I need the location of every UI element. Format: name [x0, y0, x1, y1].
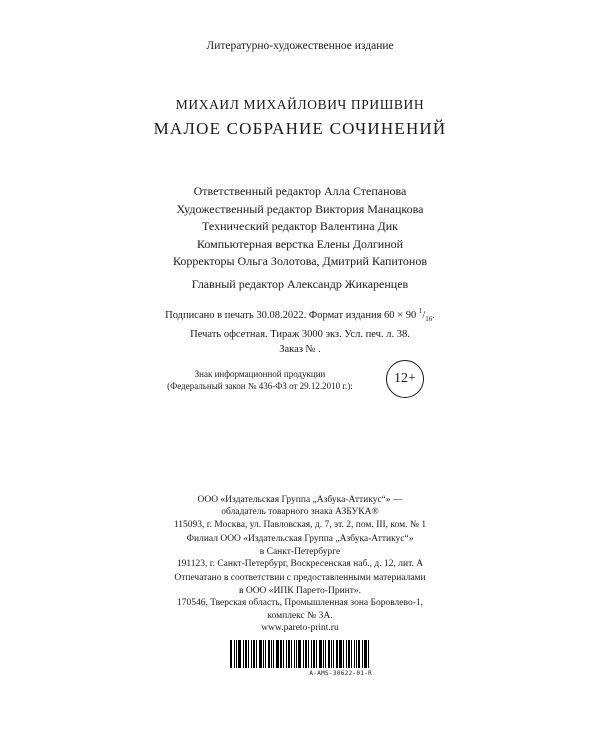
credit-line: Технический редактор Валентина Дик [202, 219, 398, 233]
age-info-text [140, 368, 380, 392]
publisher-block [0, 494, 600, 634]
barcode-bar [323, 640, 324, 668]
age-rating-badge: 12+ [386, 360, 424, 398]
order-number-line: Заказ № . [279, 344, 321, 355]
barcode-bar [311, 640, 312, 668]
barcode-bar [294, 640, 295, 668]
barcode-bar [358, 640, 360, 668]
credit-line: Художественный редактор Виктория Манацкова [176, 201, 424, 216]
barcode-bar [280, 640, 282, 668]
barcode-bar [303, 640, 304, 668]
barcode-bar [256, 640, 257, 668]
barcode-bar [273, 640, 274, 668]
age-info-line-1: Знак информационной продукции [194, 369, 326, 379]
publisher-line: в Санкт-Петербурге [259, 546, 341, 557]
barcode-bar [296, 640, 297, 668]
publisher-line: комплекс № 3А. [267, 610, 333, 621]
barcode-bar [346, 640, 347, 668]
fraction-numerator: 1 [418, 307, 423, 315]
publisher-line: в ООО «ИПК Парето-Принт». [238, 585, 362, 596]
barcode-area [0, 640, 600, 677]
barcode-bar [328, 640, 330, 668]
print-format-text: Подписано в печать 30.08.2022. Формат издания 60 × 90 [165, 310, 419, 321]
print-info-block [0, 304, 600, 357]
credit-line: Корректоры Ольга Золотова, Дмитрий Капитонов [173, 254, 427, 268]
barcode-bar [308, 640, 309, 668]
publisher-line: ООО «Издательская Группа „Азбука-Аттикус“» — [197, 495, 403, 505]
barcode-bar [271, 640, 272, 668]
barcode-bar [268, 640, 270, 668]
barcode-bar [343, 640, 344, 668]
barcode-bar [325, 640, 326, 668]
barcode-bar [253, 640, 255, 668]
print-info-line-2: Печать офсетная. Тираж 3000 экз. Усл. печ. л. 38. [190, 329, 410, 340]
barcode-bar [298, 640, 301, 668]
barcode-bar [283, 640, 284, 668]
publisher-line: 115093, г. Москва, ул. Павловская, д. 7, эт. 2, пом. III, ком. № 1 [173, 519, 427, 530]
publisher-line: обладатель товарного знака АЗБУКА® [221, 507, 379, 518]
barcode-caption: A-AMS-30622-01-R [309, 670, 372, 677]
barcode-bar [248, 640, 249, 668]
barcode-bar [286, 640, 287, 668]
publisher-line: Отпечатано в соответствии с предоставленными материалами [174, 573, 426, 584]
print-info-line-1: Подписано в печать 30.08.2022. Формат издания 60 × 90 $^1/_{16}$. [165, 307, 435, 323]
barcode-bar [276, 640, 279, 668]
publisher-line: 170546, Тверская область, Промышленная зона Боровлево-1, [177, 598, 423, 609]
genre-label: Литературно-художественное издание [206, 40, 394, 52]
barcode-bar [291, 640, 292, 668]
publisher-line: Филиал ООО «Издательская Группа „Азбука-Аттикус“» [186, 534, 414, 545]
barcode-bar [319, 640, 322, 668]
barcode-bar [236, 640, 237, 668]
barcode-bar [362, 640, 363, 668]
book-title: МАЛОЕ СОБРАНИЕ СОЧИНЕНИЙ [153, 119, 447, 138]
barcode-bar [265, 640, 266, 668]
barcode-bar [331, 640, 332, 668]
barcode-bar [245, 640, 247, 668]
barcode-bar [339, 640, 342, 668]
publisher-line: www.pareto-print.ru [261, 623, 339, 634]
author-name: МИХАИЛ МИХАЙЛОВИЧ ПРИШВИН [175, 97, 425, 112]
barcode-bar [238, 640, 241, 668]
credits-block [0, 183, 600, 293]
age-info-line-2: (Федеральный закон № 436-ФЗ от 29.12.2010 г.): [167, 381, 353, 391]
barcode-bar [356, 640, 357, 668]
barcode-bar [364, 640, 367, 668]
barcode-bar [251, 640, 252, 668]
barcode-bar [333, 640, 334, 668]
print-format-end: . [432, 310, 435, 321]
barcode-bar [263, 640, 264, 668]
barcode-bar [313, 640, 315, 668]
chief-editor-line: Главный редактор Александр Жикаренцев [191, 276, 409, 291]
barcode-bar [368, 640, 369, 668]
publisher-line: 191123, г. Санкт-Петербург, Воскресенская наб., д. 12, лит. А [176, 559, 424, 570]
fraction-denominator: 16 [425, 315, 433, 323]
barcode-bar [259, 640, 262, 668]
barcode-bar [234, 640, 235, 668]
barcode-bar [348, 640, 350, 668]
barcode-bar [354, 640, 355, 668]
barcode-bar [288, 640, 290, 668]
barcode-icon [227, 640, 373, 668]
credit-line: Ответственный редактор Алла Степанова [193, 184, 407, 198]
barcode-bar [230, 640, 232, 668]
credit-line: Компьютерная верстка Елены Долгиной [196, 236, 404, 251]
barcode-bar [316, 640, 317, 668]
barcode-bar [336, 640, 338, 668]
barcode-bar [243, 640, 244, 668]
barcode-bar [351, 640, 352, 668]
barcode-bar [305, 640, 307, 668]
